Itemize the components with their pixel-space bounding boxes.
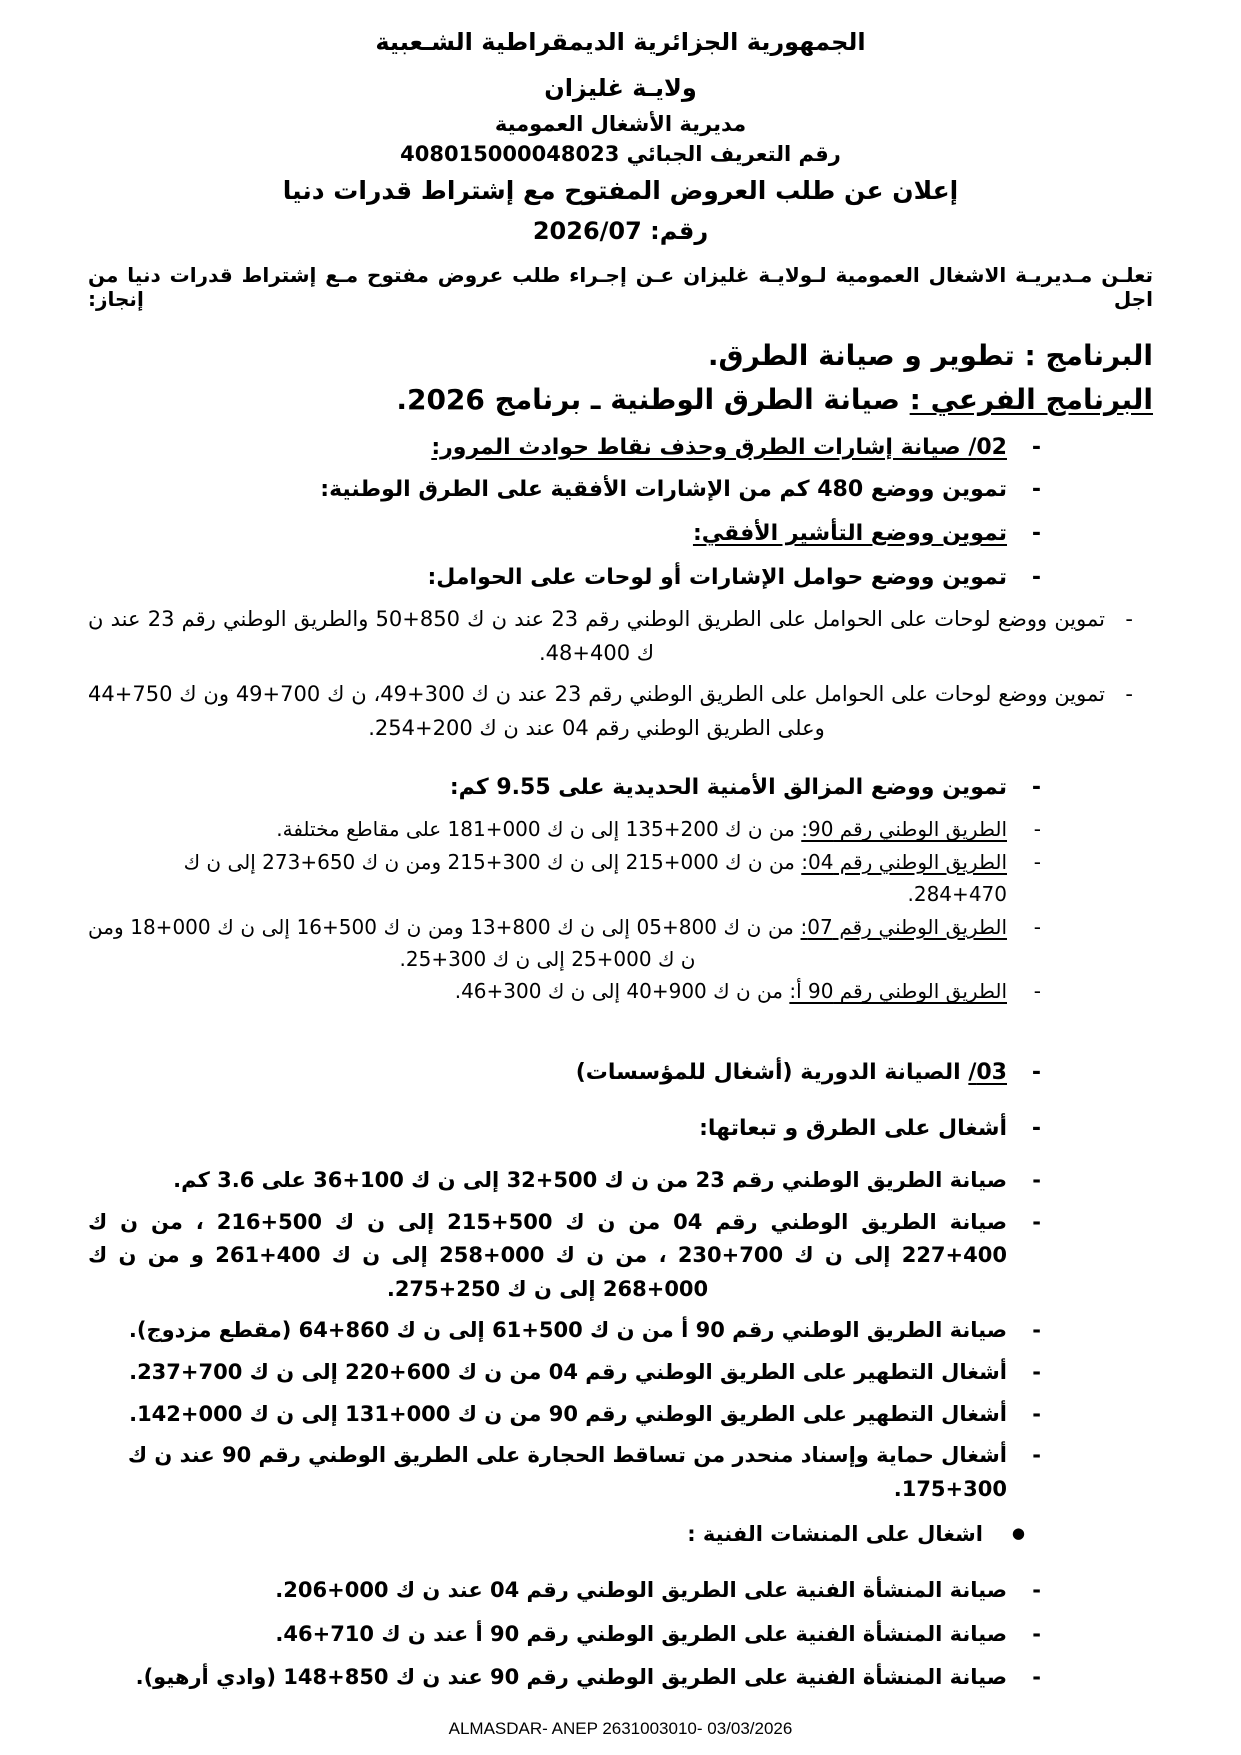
dash-marker: - — [1032, 1443, 1041, 1468]
work-item-3-text: صيانة الطريق الوطني رقم 90 أ من ن ك 500+61 إلى ن ك 860+64 (مقطع مزدوج). — [128, 1318, 1007, 1343]
route-rn04-text — [88, 846, 1007, 911]
sign-supports-text: تموين ووضع حوامل الإشارات أو لوحات على الحوامل: — [427, 564, 1007, 590]
structure-item-1 — [88, 1574, 1153, 1608]
supply-480km-item — [88, 473, 1153, 507]
route-rn90-label: الطريق الوطني رقم 90: — [801, 817, 1007, 842]
work-item-1-text: صيانة الطريق الوطني رقم 23 من ن ك 500+32 إلى ن ك 100+36 على 3.6 كم. — [173, 1167, 1007, 1192]
supply-480km-text: تموين ووضع 480 كم من الإشارات الأفقية على الطرق الوطنية: — [320, 476, 1007, 502]
dash-marker: - — [1033, 849, 1041, 874]
route-rn90a-label: الطريق الوطني رقم 90 أ: — [789, 979, 1007, 1004]
panels-item-1-text: تموين ووضع لوحات على الحوامل على الطريق الوطني رقم 23 عند ن ك 850+50 والطريق الوطني رقم 23 عند ن ك 400+48. — [88, 606, 1105, 665]
program-value: تطوير و صيانة الطرق. — [707, 339, 1025, 372]
section-03-title: الصيانة الدورية (أشغال للمؤسسات) — [575, 1059, 969, 1085]
work-item-1 — [88, 1164, 1153, 1198]
route-rn07-detail: من ن ك 800+05 إلى ن ك 800+13 ومن ن ك 500+16 إلى ن ك 000+18 ومن ن ك 000+25 إلى ن ك 300+25. — [88, 914, 801, 971]
structure-item-3 — [88, 1661, 1153, 1695]
structure-item-1-text: صيانة المنشأة الفنية على الطريق الوطني رقم 04 عند ن ك 000+206. — [275, 1577, 1007, 1602]
dash-marker: - — [1031, 434, 1041, 460]
route-rn04-label: الطريق الوطني رقم 04: — [801, 849, 1007, 874]
dash-marker: - — [1031, 775, 1041, 801]
structures-bullet-heading-row — [88, 1518, 1153, 1552]
notice-number: رقم: 2026/07 — [532, 217, 709, 245]
dash-marker: - — [1032, 1318, 1041, 1343]
tax-id-line: رقم التعريف الجبائي 408015000048023 — [400, 142, 841, 166]
dash-marker: - — [1032, 1359, 1041, 1384]
roadworks-subheading-row — [88, 1112, 1153, 1146]
dash-marker: - — [1125, 682, 1133, 707]
bullet-marker: ● — [1011, 1524, 1025, 1543]
work-item-5 — [88, 1398, 1153, 1432]
dash-marker: - — [1032, 1401, 1041, 1426]
wilaya-title: ولايـة غليزان — [544, 74, 697, 102]
sign-supports-item — [88, 561, 1153, 595]
dash-marker: - — [1031, 1115, 1041, 1141]
section-03-heading — [88, 1056, 1007, 1090]
dash-marker: - — [1033, 979, 1041, 1004]
work-item-2-text: صيانة الطريق الوطني رقم 04 من ن ك 500+215 إلى ن ك 500+216 ، من ن ك 400+227 إلى ن ك 700+230 ، من ن ك 000+258 إلى ن ك 400+261 و من ن ك 000+268 إلى ن ك 250+275. — [88, 1209, 1007, 1301]
work-item-4-text: أشغال التطهير على الطريق الوطني رقم 04 من ن ك 600+220 إلى ن ك 700+237. — [129, 1359, 1007, 1384]
route-rn90a-detail: من ن ك 900+40 إلى ن ك 300+46. — [454, 979, 790, 1004]
work-item-3 — [88, 1314, 1153, 1348]
directorate-title: مديرية الأشغال العمومية — [494, 112, 747, 136]
program-label: البرنامج : — [1024, 339, 1153, 372]
work-item-6-text: أشغال حماية وإسناد منحدر من تساقط الحجارة على الطريق الوطني رقم 90 عند ن ك 300+175. — [127, 1443, 1007, 1501]
section-02-heading: 02/ صيانة إشارات الطرق وحذف نقاط حوادث المرور: — [431, 434, 1007, 460]
panels-item-2-text: تموين ووضع لوحات على الحوامل على الطريق الوطني رقم 23 عند ن ك 300+49، ن ك 700+49 ون ك 750+44 وعلى الطريق الوطني رقم 04 عند ن ك 200+254. — [88, 682, 1105, 740]
dash-marker: - — [1031, 1059, 1041, 1085]
route-rn90a-text — [88, 975, 1007, 1007]
dash-marker: - — [1032, 1577, 1041, 1602]
route-rn04-detail: من ن ك 000+215 إلى ن ك 300+215 ومن ن ك 650+273 إلى ن ك 470+284. — [183, 849, 1007, 907]
work-item-5-text: أشغال التطهير على الطريق الوطني رقم 90 من ن ك 000+131 إلى ن ك 000+142. — [129, 1401, 1007, 1426]
program-line — [88, 337, 1153, 375]
subprogram-value: صيانة الطرق الوطنية ـ برنامج 2026. — [396, 382, 910, 416]
panels-on-supports-item-2 — [88, 678, 1153, 745]
dash-marker: - — [1125, 606, 1133, 631]
dash-marker: - — [1032, 1167, 1041, 1192]
horizontal-marking-item — [88, 517, 1153, 551]
route-rn90-detail: من ن ك 200+135 إلى ن ك 000+181 على مقاطع مختلفة. — [276, 817, 802, 842]
guardrails-heading-row — [88, 771, 1153, 805]
route-rn04-item — [88, 846, 1153, 911]
dash-marker: - — [1031, 520, 1041, 546]
dash-marker: - — [1032, 1209, 1041, 1234]
route-rn07-text — [88, 911, 1007, 976]
dash-marker: - — [1031, 476, 1041, 502]
dash-marker: - — [1031, 564, 1041, 590]
roadworks-subheading: أشغال على الطرق و تبعاتها: — [699, 1115, 1007, 1141]
structure-item-2 — [88, 1618, 1153, 1652]
section-03-heading-row — [88, 1056, 1153, 1090]
subprogram-line — [88, 381, 1153, 419]
work-item-6 — [88, 1439, 1153, 1506]
subprogram-label: البرنامج الفرعي : — [909, 382, 1153, 416]
dash-marker: - — [1033, 914, 1041, 939]
route-rn07-label: الطريق الوطني رقم 07: — [800, 914, 1008, 939]
route-rn90-item — [88, 813, 1153, 845]
work-item-4 — [88, 1356, 1153, 1390]
panels-on-supports-item-1 — [88, 603, 1153, 670]
section-02-heading-row — [88, 431, 1153, 465]
work-item-2 — [88, 1206, 1153, 1307]
section-03-number: 03/ — [968, 1059, 1007, 1085]
footer-credit: ALMASDAR- ANEP 2631003010- 03/03/2026 — [448, 1719, 793, 1738]
structures-heading: اشغال على المنشات الفنية : — [687, 1522, 983, 1547]
route-rn90a-item — [88, 975, 1153, 1007]
horizontal-marking-text: تموين ووضع التأشير الأفقي: — [692, 520, 1007, 546]
route-rn90-text — [88, 813, 1007, 845]
intro-paragraph: تعلـن مـديريـة الاشغال العمومية لـولايـة غليزان عـن إجـراء طلب عروض مفتوح مـع إشتراط قدرات دنيا من اجل إنجاز: — [88, 263, 1153, 311]
route-rn07-item — [88, 911, 1153, 976]
structure-item-3-text: صيانة المنشأة الفنية على الطريق الوطني رقم 90 عند ن ك 850+148 (وادي أرهيو). — [135, 1665, 1007, 1690]
republic-title: الجمهورية الجزائرية الديمقراطية الشـعبية — [375, 28, 866, 56]
dash-marker: - — [1032, 1621, 1041, 1646]
dash-marker: - — [1032, 1665, 1041, 1690]
guardrails-heading: تموين ووضع المزالق الأمنية الحديدية على 9.55 كم: — [449, 775, 1007, 801]
dash-marker: - — [1033, 817, 1041, 842]
structure-item-2-text: صيانة المنشأة الفنية على الطريق الوطني رقم 90 أ عند ن ك 710+46. — [275, 1621, 1007, 1646]
notice-title: إعلان عن طلب العروض المفتوح مع إشتراط قدرات دنيا — [282, 176, 959, 205]
